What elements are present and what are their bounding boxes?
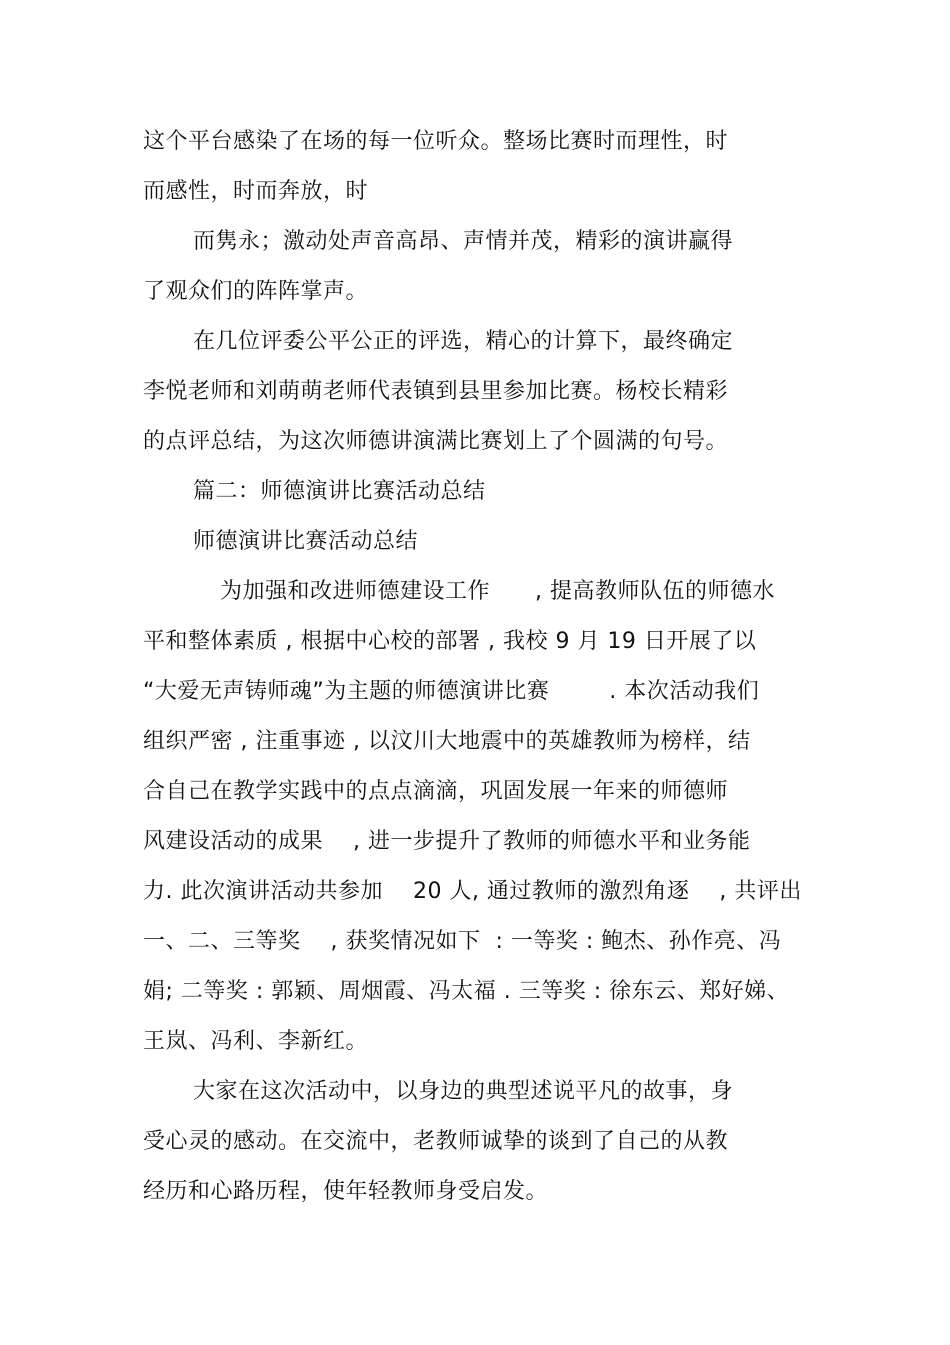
text-line: 大家在这次活动中，以身边的典型述说平凡的故事，身 <box>193 1079 734 1104</box>
text-line: 娟; 二等奖 : 郭颖、周烟霞、冯太福 . 三等奖 : 徐东云、郑好娣、 <box>143 979 790 1004</box>
text-line: 的点评总结，为这次师德讲演满比赛划上了个圆满的句号。 <box>143 429 729 454</box>
text-line: 李悦老师和刘萌萌老师代表镇到县里参加比赛。杨校长精彩 <box>143 379 729 404</box>
text-line: 经历和心路历程，使年轻教师身受启发。 <box>143 1179 549 1204</box>
text-line: 平和整体素质 , 根据中心校的部署 , 我校 9 月 19 日开展了以 <box>143 629 757 654</box>
text-line: 一、二、三等奖 , 获奖情况如下 : 一等奖 : 鲍杰、孙作亮、冯 <box>143 929 782 954</box>
text-line: 这个平台感染了在场的每一位听众。整场比赛时而理性，时 <box>143 129 729 154</box>
text-line: 了观众们的阵阵掌声。 <box>143 279 369 304</box>
text-line: 为加强和改进师德建设工作 , 提高教师队伍的师德水 <box>220 579 775 604</box>
text-line: 风建设活动的成果 , 进一步提升了教师的师德水平和业务能 <box>143 829 751 854</box>
text-line: 力. 此次演讲活动共参加 20 人, 通过教师的激烈角逐 , 共评出 <box>143 879 802 904</box>
text-line: 受心灵的感动。在交流中，老教师诚挚的谈到了自己的从教 <box>143 1129 729 1154</box>
text-line: 在几位评委公平公正的评选，精心的计算下，最终确定 <box>193 329 734 354</box>
text-line: “大爱无声铸师魂”为主题的师德演讲比赛 . 本次活动我们 <box>143 679 760 704</box>
text-line: 组织严密 , 注重事迹 , 以汶川大地震中的英雄教师为榜样，结 <box>143 729 751 754</box>
section-heading: 篇二：师德演讲比赛活动总结 <box>193 479 486 504</box>
text-line: 合自己在教学实践中的点点滴滴，巩固发展一年来的师德师 <box>143 779 729 804</box>
text-line: 而感性，时而奔放，时 <box>143 179 369 204</box>
section-title: 师德演讲比赛活动总结 <box>193 529 419 554</box>
text-line: 而隽永；激动处声音高昂、声情并茂，精彩的演讲赢得 <box>193 229 734 254</box>
text-line: 王岚、冯利、李新红。 <box>143 1029 369 1054</box>
